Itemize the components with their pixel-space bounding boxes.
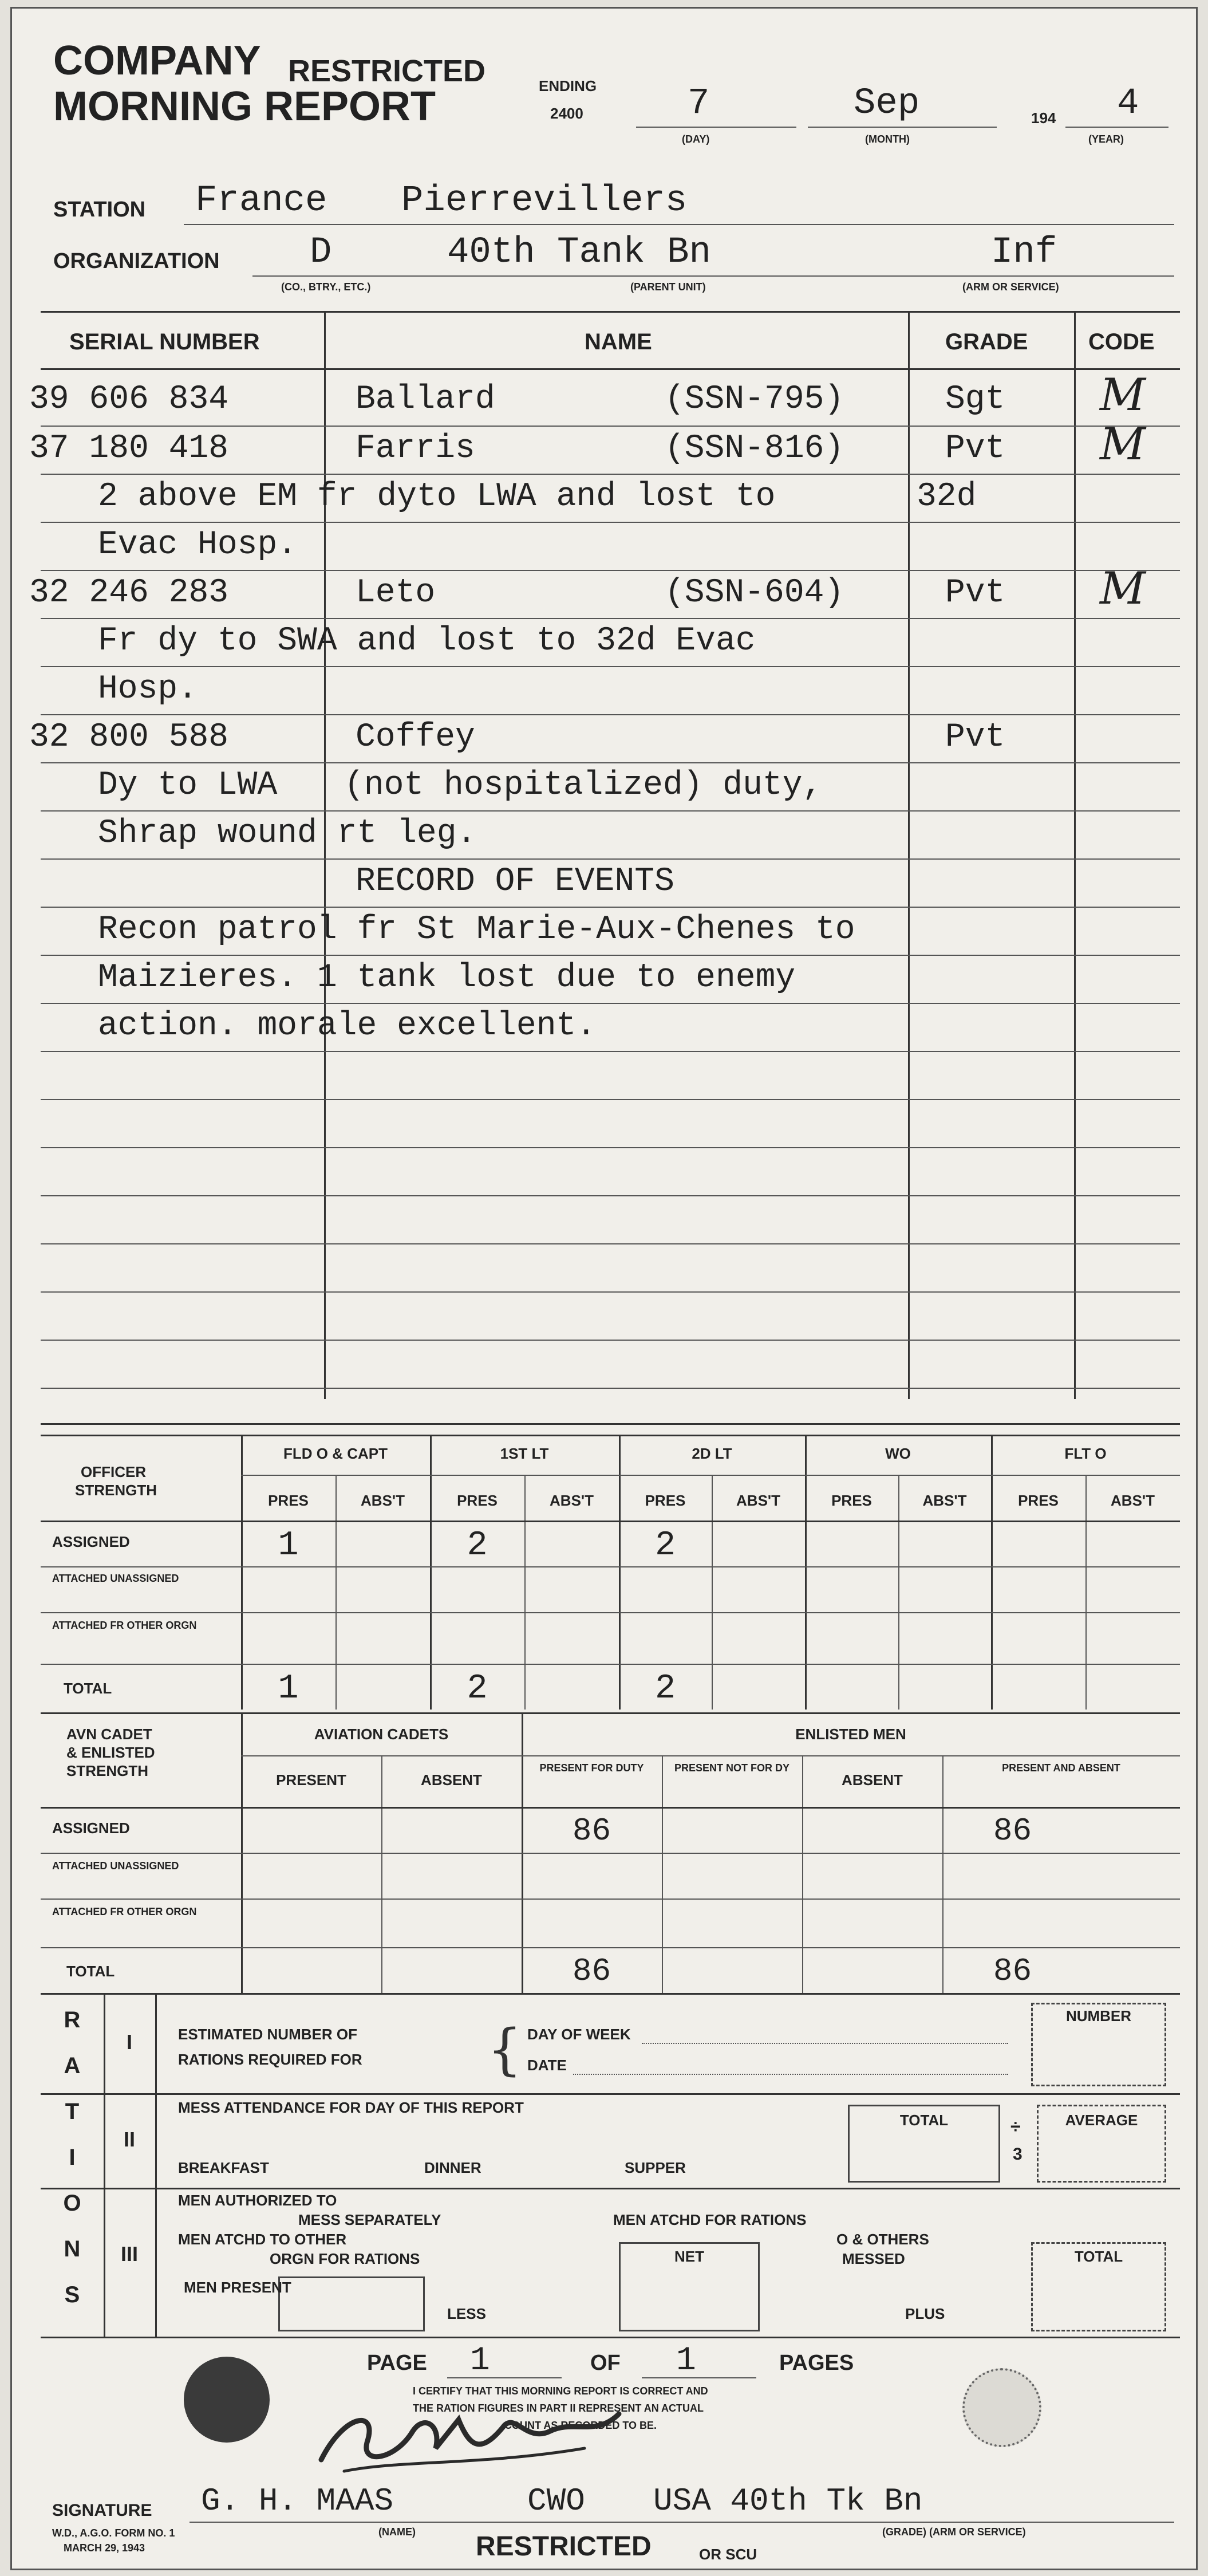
officer-strength-label-2: STRENGTH <box>75 1482 157 1499</box>
enlisted-assigned-present-and-absent: 86 <box>993 1813 1032 1849</box>
restricted-stamp-top: RESTRICTED <box>288 54 486 88</box>
rations-letter: A <box>64 2053 81 2078</box>
signer-rank: CWO <box>527 2483 585 2519</box>
entry-code: M <box>1100 563 1146 615</box>
rank-2d-lt: 2D LT <box>692 1445 732 1462</box>
entry-serial: 39 606 834 <box>29 381 229 418</box>
col-enlisted-absent: ABSENT <box>842 1771 903 1789</box>
arm-caption: (ARM OR SERVICE) <box>962 281 1059 293</box>
organization-arm: Inf <box>991 232 1057 273</box>
rank-fld-o-capt: FLD O & CAPT <box>283 1445 388 1462</box>
officer-total-2d-pres: 2 <box>654 1669 676 1708</box>
rations-section-3: III <box>120 2242 138 2266</box>
rations-estimated-label: ESTIMATED NUMBER OF <box>178 2026 357 2043</box>
organization-unit: 40th Tank Bn <box>447 232 711 273</box>
rations-day-of-week-label: DAY OF WEEK <box>527 2026 631 2043</box>
entry-serial: 32 800 588 <box>29 719 229 756</box>
officer-assigned-fld-pres: 1 <box>278 1526 299 1565</box>
certify-line-1: I CERTIFY THAT THIS MORNING REPORT IS CORRECT AND <box>413 2385 708 2397</box>
enlisted-total-present-for-duty: 86 <box>572 1953 611 1990</box>
seal-stamp-right <box>962 2368 1041 2447</box>
entry-ssn: (SSN-795) <box>665 381 844 418</box>
certify-line-3: COUNT AS RECORDED TO BE. <box>504 2420 657 2431</box>
entry-ssn: (SSN-816) <box>665 430 844 467</box>
page-number: 1 <box>470 2342 490 2380</box>
ending-time: 2400 <box>550 105 583 122</box>
rations-letter: R <box>64 2007 81 2033</box>
total-pages: 1 <box>676 2342 696 2380</box>
divide-symbol: ÷ <box>1010 2116 1021 2137</box>
messed-label: MESSED <box>842 2250 905 2267</box>
entry-remark: 2 above EM fr dyto LWA and lost to <box>98 478 776 515</box>
enlisted-strength-label: AVN CADET <box>66 1726 152 1743</box>
rations-section-2: II <box>123 2128 135 2151</box>
entry-remark: Dy to LWA <box>98 767 278 804</box>
col-pres: PRES <box>457 1492 498 1509</box>
form-title-company: COMPANY <box>53 38 261 84</box>
entry-remark: Fr dy to SWA and lost to 32d Evac <box>98 623 756 660</box>
net-label: NET <box>674 2248 704 2265</box>
brace-icon: { <box>487 2018 523 2082</box>
header-name: NAME <box>585 329 652 355</box>
officer-row-attached-unassigned: ATTACHED UNASSIGNED <box>52 1573 179 1584</box>
of-label: OF <box>590 2351 621 2375</box>
rations-letter: S <box>64 2282 80 2307</box>
o-and-others-label: O & OTHERS <box>836 2231 929 2248</box>
men-atchd-other-label: MEN ATCHD TO OTHER <box>178 2231 347 2248</box>
enlisted-men-header: ENLISTED MEN <box>795 1726 906 1743</box>
col-absent: ABS'T <box>736 1492 780 1509</box>
enlisted-row-attached-unassigned: ATTACHED UNASSIGNED <box>52 1860 179 1872</box>
men-authorized-label: MEN AUTHORIZED TO <box>178 2192 337 2209</box>
form-date: MARCH 29, 1943 <box>64 2542 145 2554</box>
organization-label: ORGANIZATION <box>53 249 220 273</box>
mess-separately-label: MESS SEPARATELY <box>298 2211 441 2228</box>
event-line: action. morale excellent. <box>98 1007 597 1045</box>
entry-serial: 32 246 283 <box>29 574 229 612</box>
men-present-label: MEN PRESENT <box>184 2279 291 2296</box>
entry-serial: 37 180 418 <box>29 430 229 467</box>
form-number: W.D., A.G.O. FORM NO. 1 <box>52 2527 175 2539</box>
enlisted-strength-label-2: & ENLISTED <box>66 1744 155 1761</box>
station-label: STATION <box>53 198 146 222</box>
rations-letter: T <box>65 2099 80 2124</box>
col-absent: ABS'T <box>1111 1492 1155 1509</box>
signature-label: SIGNATURE <box>52 2501 152 2520</box>
day-caption: (DAY) <box>682 133 710 145</box>
officer-assigned-2d-pres: 2 <box>654 1526 676 1565</box>
enlisted-total-present-and-absent: 86 <box>993 1953 1032 1990</box>
event-line: Recon patrol fr St Marie-Aux-Chenes to <box>98 911 855 948</box>
event-line: Maizieres. 1 tank lost due to enemy <box>98 959 796 996</box>
officer-strength-label: OFFICER <box>81 1463 147 1480</box>
station-country: France <box>195 180 327 222</box>
unit-caption: (PARENT UNIT) <box>630 281 706 293</box>
col-present-for-duty: PRESENT FOR DUTY <box>539 1762 644 1774</box>
year-caption: (YEAR) <box>1088 133 1124 145</box>
entry-ssn: (SSN-604) <box>665 574 844 612</box>
name-caption: (NAME) <box>378 2526 416 2538</box>
col-absent: ABS'T <box>922 1492 967 1509</box>
rations-number-label: NUMBER <box>1065 2007 1132 2024</box>
organization-company: D <box>310 232 332 273</box>
col-cadet-present: PRESENT <box>276 1771 346 1789</box>
pages-label: PAGES <box>779 2351 854 2375</box>
entry-code: M <box>1100 419 1146 470</box>
aviation-cadets-header: AVIATION CADETS <box>314 1726 449 1743</box>
month-caption: (MONTH) <box>865 133 910 145</box>
entry-remark-continued: (not hospitalized) duty, <box>344 767 823 804</box>
men-atchd-for-rations-label: MEN ATCHD FOR RATIONS <box>613 2211 807 2228</box>
officer-total-fld-pres: 1 <box>278 1669 299 1708</box>
rations-required-label: RATIONS REQUIRED FOR <box>178 2051 362 2068</box>
officer-row-total: TOTAL <box>64 1680 112 1697</box>
col-absent: ABS'T <box>550 1492 594 1509</box>
officer-total-1st-pres: 2 <box>467 1669 488 1708</box>
header-grade: GRADE <box>945 329 1028 355</box>
entry-name: Coffey <box>356 719 475 756</box>
enlisted-row-assigned: ASSIGNED <box>52 1819 130 1837</box>
rank-wo: WO <box>885 1445 911 1462</box>
ending-label: ENDING <box>539 77 597 94</box>
col-present-and-absent: PRESENT AND ABSENT <box>1002 1762 1120 1774</box>
signature-scrawl <box>310 2391 630 2488</box>
officer-row-assigned: ASSIGNED <box>52 1533 130 1550</box>
supper-label: SUPPER <box>625 2159 686 2176</box>
officer-row-attached-other: ATTACHED FR OTHER ORGN <box>52 1620 197 1631</box>
enlisted-assigned-present-for-duty: 86 <box>572 1813 611 1849</box>
entry-name: Farris <box>356 430 475 467</box>
report-month: Sep <box>854 83 920 124</box>
col-pres: PRES <box>831 1492 872 1509</box>
restricted-stamp-bottom: RESTRICTED <box>476 2531 652 2562</box>
rations-total-label: TOTAL <box>1074 2248 1123 2265</box>
grade-caption: (GRADE) (ARM OR SERVICE) <box>882 2526 1026 2538</box>
report-year: 4 <box>1117 83 1139 124</box>
men-present-box <box>278 2276 425 2331</box>
orgn-for-rations-label: ORGN FOR RATIONS <box>270 2250 420 2267</box>
officer-assigned-1st-pres: 2 <box>467 1526 488 1565</box>
form-title-morning-report: MORNING REPORT <box>53 84 436 129</box>
certify-line-2: THE RATION FIGURES IN PART II REPRESENT AN ACTUAL <box>413 2402 704 2414</box>
entry-remark: Shrap wound rt leg. <box>98 815 477 852</box>
plus-label: PLUS <box>905 2305 945 2322</box>
enlisted-strength-label-3: STRENGTH <box>66 1762 148 1779</box>
entry-grade: Pvt <box>945 430 1005 467</box>
rations-letter: I <box>69 2145 76 2170</box>
page-label: PAGE <box>367 2351 427 2375</box>
entry-grade: Sgt <box>945 381 1005 418</box>
entry-remark: Evac Hosp. <box>98 526 298 564</box>
rations-date-label: DATE <box>527 2057 567 2074</box>
enlisted-row-total: TOTAL <box>66 1963 115 1980</box>
less-label: LESS <box>447 2305 486 2322</box>
rank-1st-lt: 1ST LT <box>500 1445 549 1462</box>
col-pres: PRES <box>268 1492 309 1509</box>
col-pres: PRES <box>1018 1492 1059 1509</box>
enlisted-row-attached-other: ATTACHED FR OTHER ORGN <box>52 1906 197 1917</box>
station-town: Pierrevillers <box>401 180 688 222</box>
entry-code: M <box>1100 369 1146 421</box>
entry-grade: Pvt <box>945 719 1005 756</box>
breakfast-label: BREAKFAST <box>178 2159 269 2176</box>
rations-letter: N <box>64 2236 81 2262</box>
or-scu-label: OR SCU <box>699 2546 757 2563</box>
report-day: 7 <box>688 83 710 124</box>
seal-stamp-left <box>184 2357 270 2443</box>
col-cadet-absent: ABSENT <box>421 1771 482 1789</box>
mess-average-label: AVERAGE <box>1065 2112 1138 2129</box>
header-serial-number: SERIAL NUMBER <box>69 329 260 355</box>
entry-remark: Hosp. <box>98 671 198 708</box>
company-caption: (CO., BTRY., ETC.) <box>281 281 371 293</box>
header-code: CODE <box>1088 329 1155 355</box>
rank-flt-o: FLT O <box>1064 1445 1107 1462</box>
year-prefix: 194 <box>1031 109 1056 127</box>
col-pres: PRES <box>645 1492 686 1509</box>
mess-total-label: TOTAL <box>899 2112 949 2129</box>
signer-name: G. H. MAAS <box>201 2483 394 2519</box>
entry-name: Leto <box>356 574 436 612</box>
entry-grade: Pvt <box>945 574 1005 612</box>
signer-unit: USA 40th Tk Bn <box>653 2483 923 2519</box>
entry-name: Ballard <box>356 381 495 418</box>
col-present-not-for-duty: PRESENT NOT FOR DY <box>674 1762 789 1774</box>
divide-by-three: 3 <box>1013 2145 1023 2164</box>
rations-section-1: I <box>126 2030 132 2054</box>
mess-attendance-title: MESS ATTENDANCE FOR DAY OF THIS REPORT <box>178 2099 524 2116</box>
entry-grade: 32d <box>917 478 977 515</box>
col-absent: ABS'T <box>361 1492 405 1509</box>
rations-letter: O <box>63 2191 81 2216</box>
morning-report-form <box>10 7 1198 2570</box>
record-of-events-heading: RECORD OF EVENTS <box>356 863 674 900</box>
dinner-label: DINNER <box>424 2159 481 2176</box>
